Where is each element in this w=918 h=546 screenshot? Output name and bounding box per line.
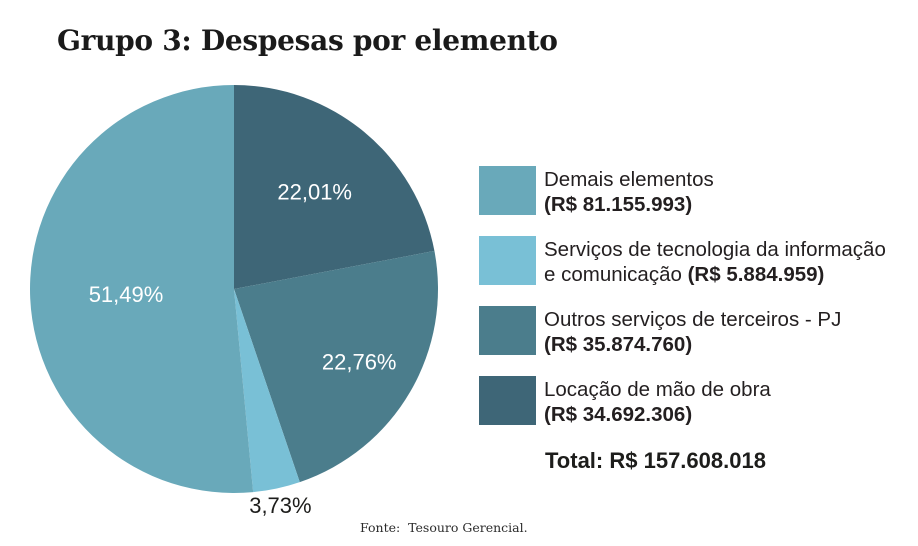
chart-title: Grupo 3: Despesas por elemento (57, 24, 558, 57)
legend-line1-locacao: Locação de mão de obra (544, 378, 771, 401)
legend-line2-outros: (R$ 35.874.760) (544, 333, 693, 356)
legend-item-outros (479, 306, 918, 357)
legend-item-demais (479, 166, 918, 217)
legend-line1-tic: Serviços de tecnologia da informação (544, 238, 886, 261)
legend-line1-outros: Outros serviços de terceiros - PJ (544, 308, 842, 331)
legend-item-locacao (479, 376, 918, 427)
pie-percent-label-outros: 22,76% (321, 349, 397, 375)
legend-swatch-tic (479, 236, 536, 285)
legend-line1-demais: Demais elementos (544, 168, 714, 191)
legend-swatch-demais (479, 166, 536, 215)
legend (479, 166, 918, 427)
legend-label-demais (544, 166, 714, 217)
source-note: Fonte: Tesouro Gerencial. (360, 520, 528, 535)
legend-swatch-outros (479, 306, 536, 355)
pie-percent-label-demais: 51,49% (88, 281, 164, 307)
legend-line2-demais: (R$ 81.155.993) (544, 193, 693, 216)
legend-swatch-locacao (479, 376, 536, 425)
legend-line2-locacao: (R$ 34.692.306) (544, 403, 693, 426)
legend-line2-tic: e comunicação (R$ 5.884.959) (544, 263, 825, 286)
total-label: Total: R$ 157.608.018 (545, 448, 766, 473)
legend-label-outros (544, 306, 841, 357)
legend-item-tic (479, 236, 918, 287)
pie-percent-label-tic: 3,73% (249, 493, 312, 519)
pie-percent-label-locacao: 22,01% (277, 179, 353, 205)
legend-label-locacao (544, 376, 771, 427)
legend-label-tic (544, 236, 886, 287)
